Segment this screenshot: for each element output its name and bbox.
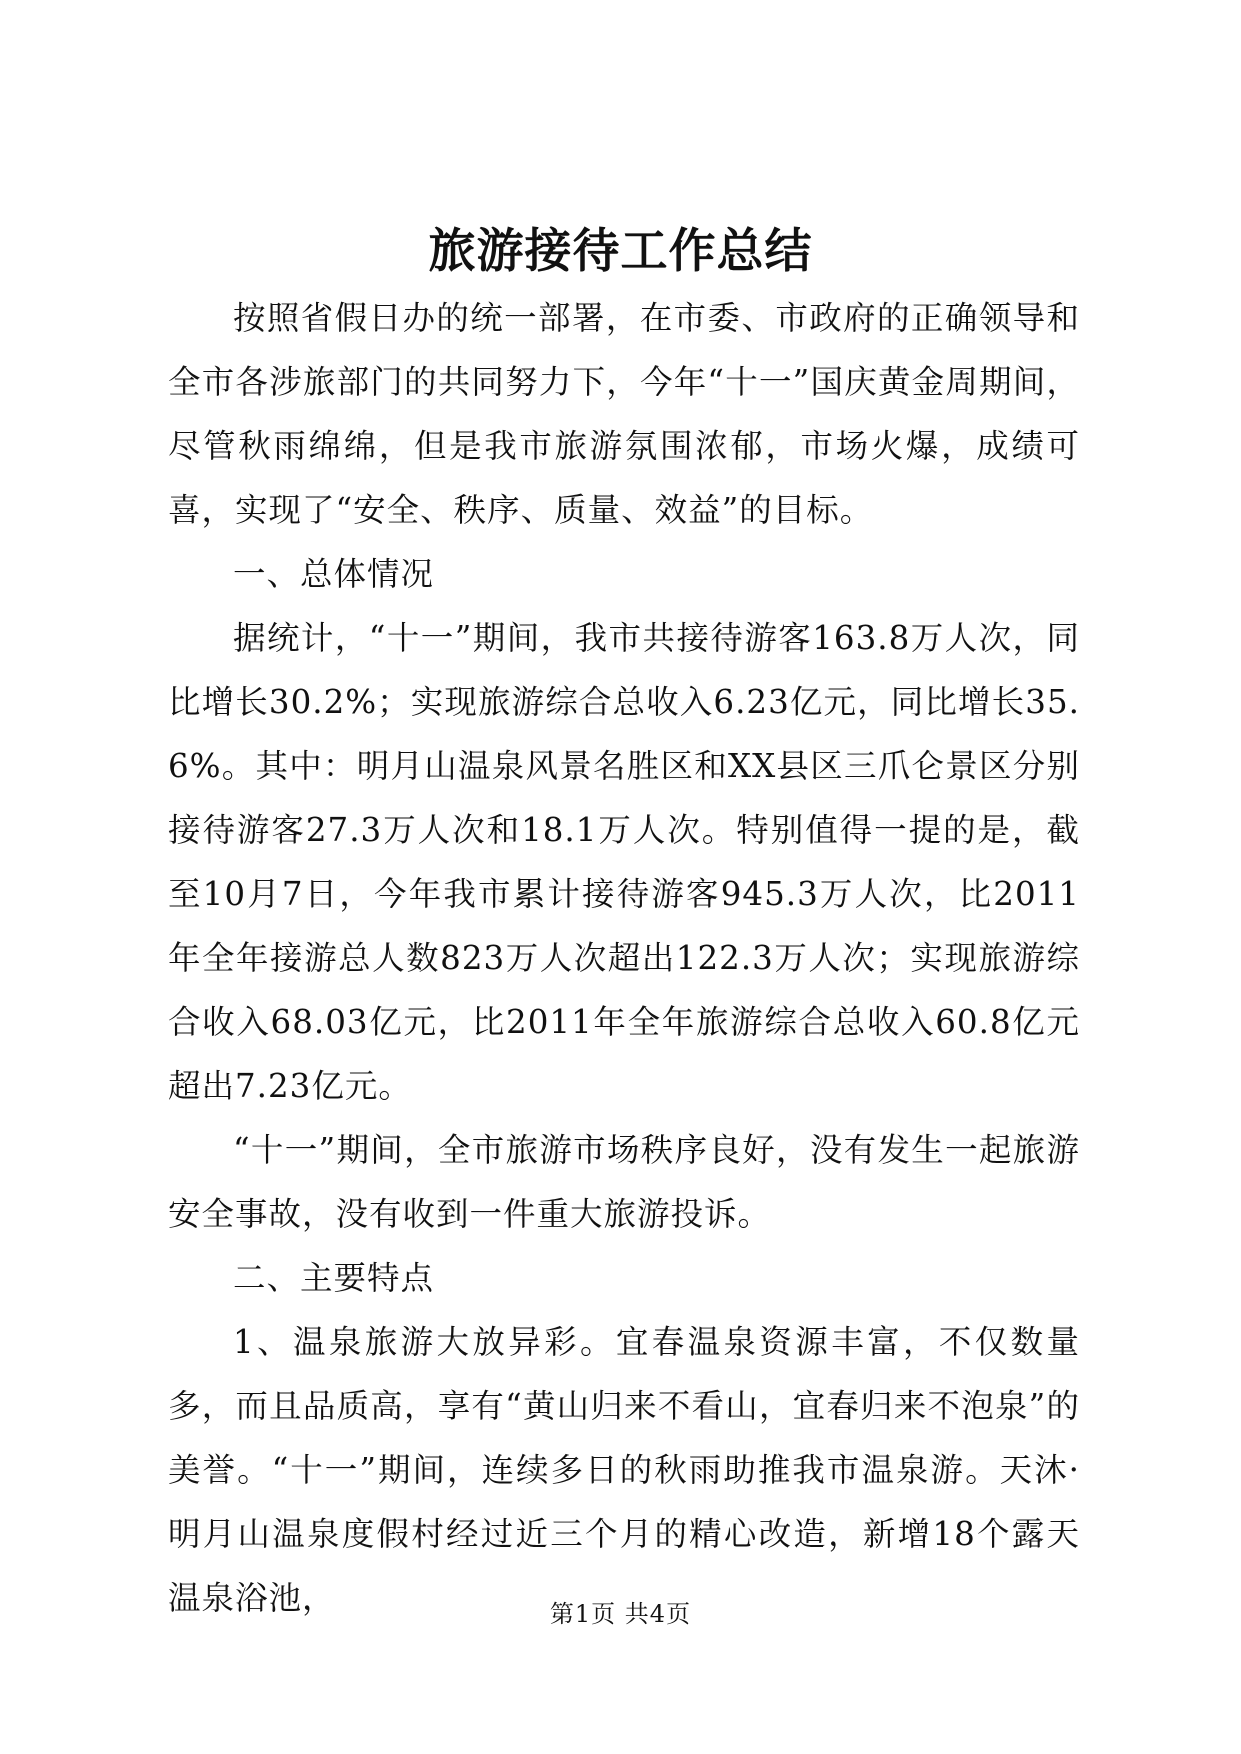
section-heading-overview: 一、总体情况 [233, 555, 435, 593]
page-footer: 第1页 共4页 [549, 1600, 692, 1628]
paragraph-hot-springs: 1、温泉旅游大放异彩。宜春温泉资源丰富，不仅数量多，而且品质高，享有“黄山归来不看山，宜春归来不泡泉”的美誉。“十一”期间，连续多日的秋雨助推我市温泉游。天沐·明月山温泉度假村经过近三个月的精心改造，新增18个露天温泉浴池， [168, 1323, 1080, 1617]
document-body [168, 286, 1080, 1630]
section-heading-features: 二、主要特点 [233, 1259, 435, 1297]
paragraph-safety: “十一”期间，全市旅游市场秩序良好，没有发生一起旅游安全事故，没有收到一件重大旅游投诉。 [168, 1131, 1080, 1233]
paragraph-intro: 按照省假日办的统一部署，在市委、市政府的正确领导和全市各涉旅部门的共同努力下，今年“十一”国庆黄金周期间，尽管秋雨绵绵，但是我市旅游氛围浓郁，市场火爆，成绩可喜，实现了“安全、秩序、质量、效益”的目标。 [168, 299, 1080, 529]
document-title: 旅游接待工作总结 [428, 224, 813, 279]
paragraph-statistics: 据统计，“十一”期间，我市共接待游客163.8万人次，同比增长30.2%；实现旅游综合总收入6.23亿元，同比增长35.6%。其中：明月山温泉风景名胜区和XX县区三爪仑景区分别接待游客27.3万人次和18.1万人次。特别值得一提的是，截至10月7日，今年我市累计接待游客945.3万人次，比2011年全年接游总人数823万人次超出122.3万人次；实现旅游综合收入68.03亿元，比2011年全年旅游综合总收入60.8亿元超出7.23亿元。 [168, 619, 1080, 1105]
